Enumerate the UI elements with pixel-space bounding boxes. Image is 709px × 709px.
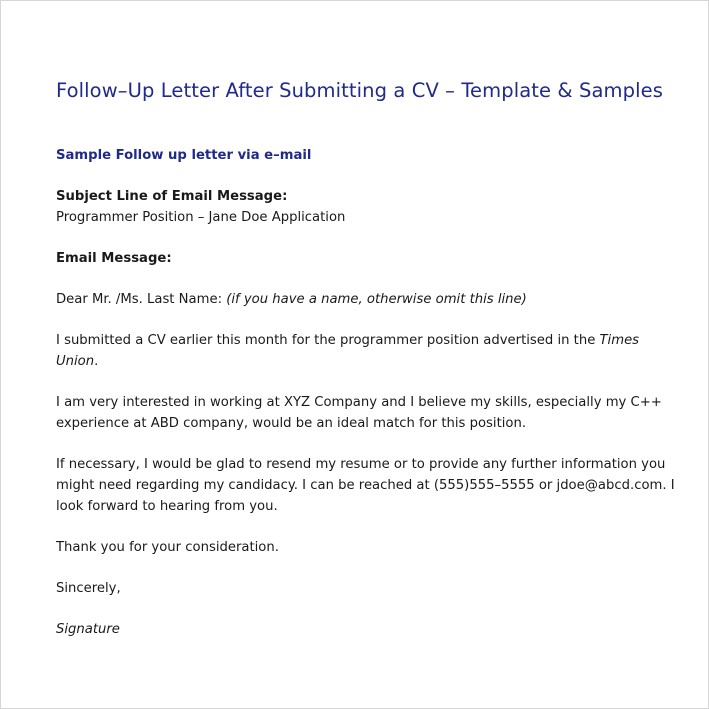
publication-name: Times Union [56, 333, 640, 369]
closing-line: Sincerely, [56, 581, 121, 596]
salutation [56, 289, 676, 310]
document-title: Follow–Up Letter After Submitting a CV – Template & Samples [56, 79, 663, 102]
signature-line: Signature [56, 622, 120, 637]
letter-content [56, 77, 676, 640]
salutation-note: (if you have a name, otherwise omit this line) [226, 292, 527, 307]
paragraph-1 [56, 330, 676, 372]
subject-value: Programmer Position – Jane Doe Application [56, 210, 346, 225]
paragraph-3: If necessary, I would be glad to resend my resume or to provide any further information you might need regarding my candidacy. I can be reached at (555)555–5555 or jdoe@abcd.com. I look forward to hearing from you. [56, 457, 675, 514]
email-message-label: Email Message: [56, 251, 172, 266]
subject-label: Subject Line of Email Message: [56, 189, 288, 204]
subject-block [56, 186, 676, 228]
paragraph-1-end: . [94, 354, 99, 369]
thanks-line: Thank you for your consideration. [56, 540, 279, 555]
section-title: Sample Follow up letter via e–mail [56, 148, 312, 163]
salutation-text: Dear Mr. /Ms. Last Name: [56, 292, 227, 307]
paragraph-2: I am very interested in working at XYZ Company and I believe my skills, especially my C++ experience at ABD company, would be an ideal match for this position. [56, 395, 662, 431]
email-label [56, 248, 676, 269]
paragraph-1-text: I submitted a CV earlier this month for the programmer position advertised in the [56, 333, 600, 348]
